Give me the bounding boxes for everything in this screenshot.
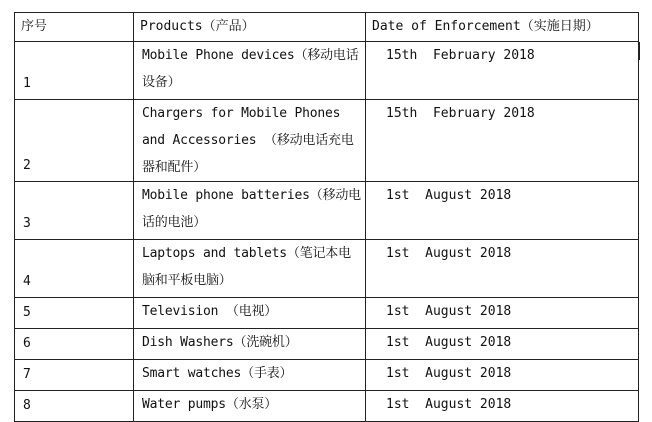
row-date: 1st August 2018 — [366, 391, 639, 422]
row-date: 15th February 2018 — [366, 42, 639, 100]
table-row — [15, 360, 639, 391]
row-number: 1 — [15, 42, 134, 100]
row-date: 1st August 2018 — [366, 182, 639, 240]
row-product: Dish Washers（洗碗机） — [134, 329, 366, 360]
row-number: 6 — [15, 329, 134, 360]
row-number: 5 — [15, 298, 134, 329]
row-product: Water pumps（水泵） — [134, 391, 366, 422]
row-number: 2 — [15, 100, 134, 182]
table-row — [15, 391, 639, 422]
row-product: Smart watches（手表） — [134, 360, 366, 391]
table-row — [15, 240, 639, 298]
row-product: Mobile Phone devices（移动电话设备） — [134, 42, 366, 100]
text-cursor — [638, 42, 640, 60]
header-products: Products（产品） — [134, 13, 366, 42]
row-product: Mobile phone batteries（移动电话的电池） — [134, 182, 366, 240]
row-number: 3 — [15, 182, 134, 240]
enforcement-table — [14, 12, 639, 422]
row-date: 15th February 2018 — [366, 100, 639, 182]
row-product: Chargers for Mobile Phones and Accessories （移动电话充电器和配件） — [134, 100, 366, 182]
table-row — [15, 100, 639, 182]
row-date: 1st August 2018 — [366, 329, 639, 360]
document-page — [14, 12, 639, 422]
table-row — [15, 42, 639, 100]
row-number: 8 — [15, 391, 134, 422]
row-product: Television （电视） — [134, 298, 366, 329]
table-row — [15, 182, 639, 240]
table-row — [15, 329, 639, 360]
row-date: 1st August 2018 — [366, 360, 639, 391]
row-number: 4 — [15, 240, 134, 298]
table-header-row — [15, 13, 639, 42]
row-date: 1st August 2018 — [366, 240, 639, 298]
row-date: 1st August 2018 — [366, 298, 639, 329]
table-row — [15, 298, 639, 329]
header-serial-number: 序号 — [15, 13, 134, 42]
row-number: 7 — [15, 360, 134, 391]
header-date-of-enforcement: Date of Enforcement（实施日期） — [366, 13, 639, 42]
row-product: Laptops and tablets（笔记本电脑和平板电脑） — [134, 240, 366, 298]
